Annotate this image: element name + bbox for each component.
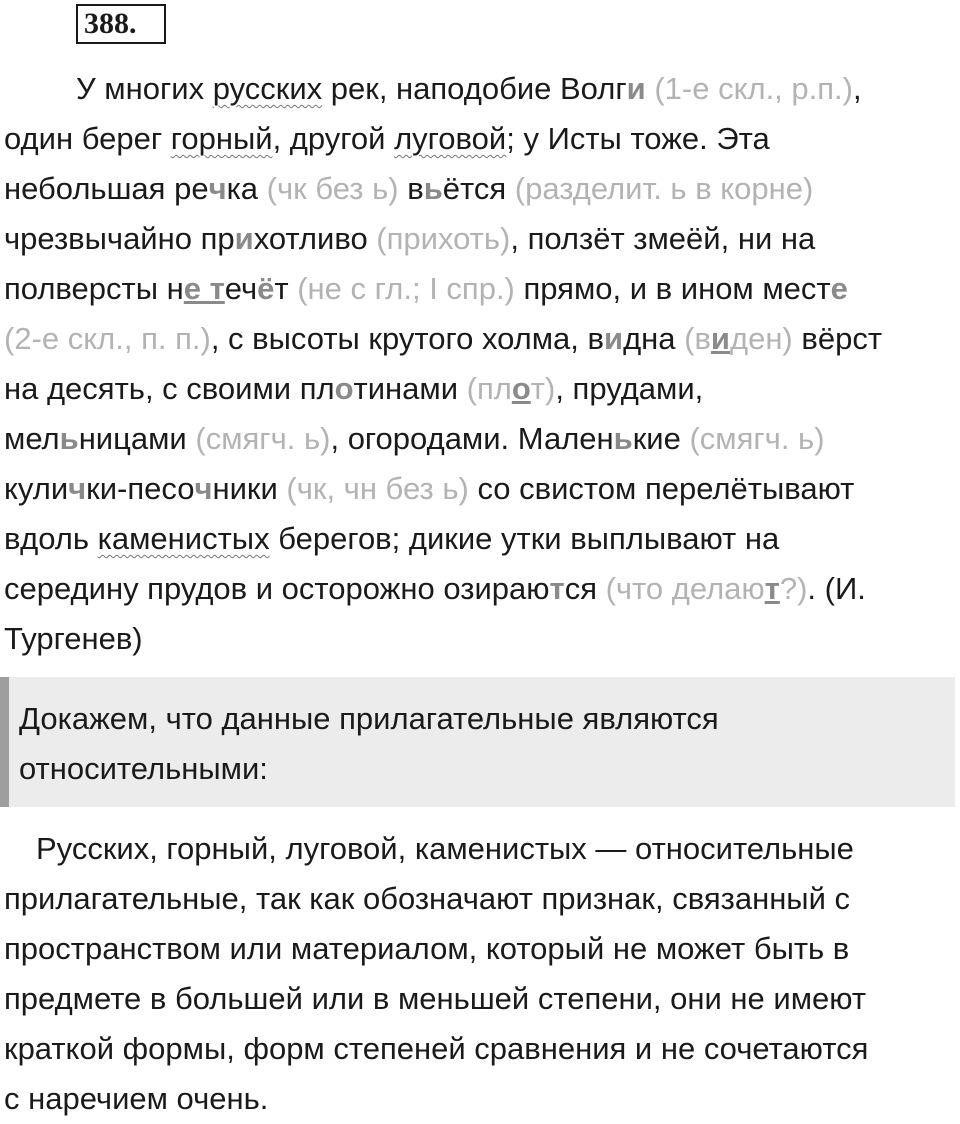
text-run: , прудами, bbox=[555, 371, 704, 406]
answer-line: пространством или материалом, который не может быть в bbox=[4, 931, 850, 966]
text-run: ь bbox=[59, 421, 79, 456]
answer-line: с наречием очень. bbox=[4, 1081, 269, 1116]
text-run: 388 bbox=[84, 7, 129, 40]
answer-line: краткой формы, форм степеней сравнения и не сочетаются bbox=[4, 1031, 869, 1066]
text-run: кие bbox=[632, 421, 690, 456]
text-run: ь bbox=[613, 421, 633, 456]
text-run: рек, наподобие Волг bbox=[322, 71, 627, 106]
text-run: (пл bbox=[466, 371, 512, 406]
text-run: ден) bbox=[729, 321, 793, 356]
passage-line bbox=[4, 314, 960, 364]
text-run: . bbox=[129, 7, 137, 40]
text-run: вдоль bbox=[4, 521, 98, 556]
text-run: (что делаю bbox=[605, 571, 765, 606]
text-run: т bbox=[764, 571, 780, 606]
text-run: вёрст bbox=[792, 321, 883, 356]
text-run: хотливо bbox=[253, 221, 377, 256]
text-run: ь bbox=[423, 171, 443, 206]
text-run: У многих bbox=[76, 71, 213, 106]
text-run: ка bbox=[226, 171, 267, 206]
text-run: е т bbox=[183, 271, 225, 306]
answer-line: предмете в большей или в меньшей степени, они не имеют bbox=[4, 981, 867, 1016]
text-run: и bbox=[234, 221, 254, 256]
text-run: еч bbox=[224, 271, 258, 306]
passage-line bbox=[4, 414, 960, 464]
text-run: в bbox=[398, 171, 424, 206]
passage-line bbox=[4, 114, 960, 164]
answer-line: прилагательные, так как обозначают признак, связанный с bbox=[4, 881, 851, 916]
passage-line bbox=[4, 564, 960, 614]
text-run: кули bbox=[4, 471, 69, 506]
text-run: небольшая ре bbox=[4, 171, 209, 206]
text-run: . (И. bbox=[807, 571, 866, 606]
text-run: ч bbox=[194, 471, 213, 506]
text-run: ники bbox=[212, 471, 287, 506]
text-run: ч bbox=[68, 471, 87, 506]
passage-line bbox=[4, 64, 960, 114]
text-run: прямо, и в ином мест bbox=[514, 271, 831, 306]
text-run: е bbox=[830, 271, 848, 306]
text-run: ч bbox=[208, 171, 227, 206]
text-run: один берег bbox=[4, 121, 171, 156]
text-run: ки-песо bbox=[86, 471, 195, 506]
text-run: относительными: bbox=[19, 751, 268, 786]
text-run: дна bbox=[623, 321, 685, 356]
passage-line bbox=[4, 164, 960, 214]
text-run: , с высоты крутого холма, в bbox=[210, 321, 604, 356]
grammar-note: (смягч. ь) bbox=[195, 421, 331, 456]
text-run: Русских, горный, луговой, каменистых — относительные bbox=[36, 831, 854, 866]
text-run: Тургенев) bbox=[4, 621, 143, 656]
wavy-underlined-word: горный bbox=[170, 121, 273, 156]
text-run: полверсты н bbox=[4, 271, 184, 306]
text-run: мел bbox=[4, 421, 60, 456]
text-run: и bbox=[626, 71, 646, 106]
text-run: тинами bbox=[353, 371, 467, 406]
answer-line bbox=[4, 824, 960, 874]
exercise-number bbox=[84, 4, 137, 44]
text-run: т bbox=[274, 271, 298, 306]
passage-line bbox=[4, 464, 960, 514]
text-run: ё bbox=[257, 271, 275, 306]
text-run: со свистом перелётывают bbox=[468, 471, 855, 506]
wavy-underlined-word: каменистых bbox=[97, 521, 270, 556]
text-run: , ползёт змеёй, ни на bbox=[510, 221, 816, 256]
passage-line bbox=[4, 364, 960, 414]
text-run: о bbox=[334, 371, 354, 406]
grammar-note: (прихоть) bbox=[376, 221, 511, 256]
grammar-note: (чк без ь) bbox=[266, 171, 399, 206]
grammar-note: (не с гл.; I спр.) bbox=[297, 271, 515, 306]
text-run: берегов; дикие утки выплывают на bbox=[269, 521, 780, 556]
passage-line bbox=[4, 214, 960, 264]
text-run: ?) bbox=[779, 571, 808, 606]
grammar-note: (смягч. ь) bbox=[689, 421, 825, 456]
text-run: чрезвычайно пр bbox=[4, 221, 235, 256]
text-run: т bbox=[549, 571, 565, 606]
passage-line bbox=[4, 514, 960, 564]
text-run: , другой bbox=[272, 121, 395, 156]
grammar-note: (2-е скл., п. п.) bbox=[4, 321, 211, 356]
callout-text bbox=[19, 694, 949, 794]
wavy-underlined-word: луговой bbox=[394, 121, 507, 156]
text-run: ницами bbox=[78, 421, 196, 456]
text-run: ся bbox=[564, 571, 606, 606]
text-run: ётся bbox=[442, 171, 515, 206]
passage-line bbox=[4, 264, 960, 314]
grammar-note: (разделит. ь в корне) bbox=[514, 171, 814, 206]
text-run: на десять, с своими пл bbox=[4, 371, 335, 406]
exercise-passage bbox=[4, 64, 960, 664]
text-run: ; у Исты тоже. Эта bbox=[506, 121, 770, 156]
text-run: и bbox=[710, 321, 730, 356]
grammar-note: (1-е скл., р.п.) bbox=[654, 71, 853, 106]
text-run: т) bbox=[530, 371, 556, 406]
text-run: , bbox=[852, 71, 862, 106]
text-run: Докажем, что данные прилагательные являются bbox=[19, 701, 719, 736]
passage-line bbox=[4, 614, 960, 664]
answer-paragraph bbox=[4, 824, 960, 1124]
text-run: и bbox=[604, 321, 624, 356]
text-run: , огородами. Мален bbox=[330, 421, 614, 456]
text-run: (в bbox=[684, 321, 711, 356]
text-run: середину прудов и осторожно озираю bbox=[4, 571, 550, 606]
grammar-note: (чк, чн без ь) bbox=[286, 471, 469, 506]
wavy-underlined-word: русских bbox=[212, 71, 323, 106]
text-run: о bbox=[511, 371, 531, 406]
